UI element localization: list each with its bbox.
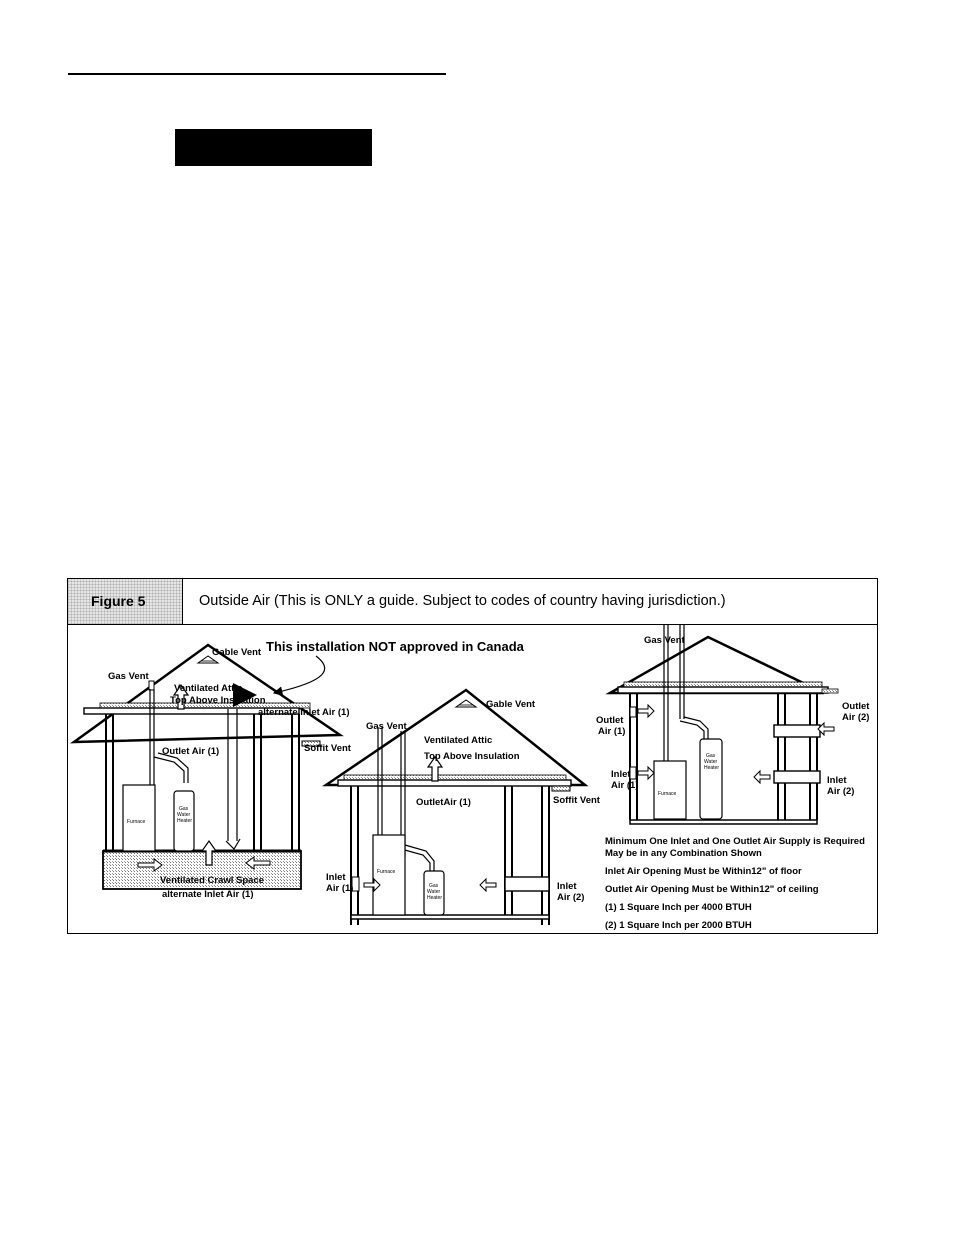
svg-text:Gas: Gas: [179, 806, 189, 812]
note-5: (1) 1 Square Inch per 4000 BTUH: [605, 902, 752, 913]
svg-text:Gable Vent: Gable Vent: [486, 699, 536, 710]
warning-arrow: [274, 656, 325, 693]
svg-text:Gable Vent: Gable Vent: [212, 647, 262, 658]
redacted-heading-box: [175, 129, 372, 166]
figure-title: Outside Air (This is ONLY a guide. Subject to codes of country having jurisdiction.): [199, 593, 726, 609]
house1-furnace: [123, 785, 155, 851]
svg-text:Heater: Heater: [427, 895, 443, 901]
svg-text:alternate Inlet Air (1): alternate Inlet Air (1): [162, 889, 254, 900]
svg-text:Ventilated Attic: Ventilated Attic: [174, 683, 243, 694]
house2-insulation: [344, 775, 566, 780]
svg-text:Air (2): Air (2): [842, 712, 870, 723]
svg-text:Outlet: Outlet: [596, 715, 624, 726]
svg-text:Gas Vent: Gas Vent: [644, 635, 685, 646]
svg-text:Gas: Gas: [706, 753, 716, 759]
svg-text:Inlet: Inlet: [557, 881, 577, 892]
header-rule: [68, 73, 446, 75]
house-1: [74, 645, 352, 900]
svg-text:Outlet: Outlet: [842, 701, 870, 712]
svg-text:Ventilated Crawl Space: Ventilated Crawl Space: [160, 875, 265, 886]
house2-inlet2-arrow: [480, 879, 496, 891]
svg-text:Furnace: Furnace: [377, 869, 396, 875]
svg-text:OutletAir (1): OutletAir (1): [416, 797, 471, 808]
house3-inlet1-arrow: [638, 767, 654, 779]
svg-text:Gas Vent: Gas Vent: [366, 721, 407, 732]
house3-insulation: [624, 682, 822, 687]
note-1: Minimum One Inlet and One Outlet Air Supply is Required: [605, 836, 865, 847]
svg-text:Heater: Heater: [177, 818, 193, 824]
svg-text:Gas: Gas: [429, 883, 439, 889]
house2-furnace: [373, 835, 405, 915]
svg-text:Inlet: Inlet: [827, 775, 847, 786]
house-3: [596, 625, 870, 824]
house-2: [326, 690, 601, 925]
house3-outlet1-arrow: [638, 705, 654, 717]
svg-text:Top Above Insulation: Top Above Insulation: [424, 751, 520, 762]
svg-text:Water: Water: [427, 889, 441, 895]
svg-text:Air (1): Air (1): [611, 780, 639, 791]
house3-outlet2-duct: [774, 725, 820, 737]
note-2: May be in any Combination Shown: [605, 848, 762, 859]
svg-text:Furnace: Furnace: [658, 791, 677, 797]
svg-text:Heater: Heater: [704, 765, 720, 771]
svg-text:Soffit Vent: Soffit Vent: [304, 743, 351, 754]
svg-text:Gas Vent: Gas Vent: [108, 671, 149, 682]
house3-floor: [630, 820, 817, 824]
svg-text:Air (1): Air (1): [326, 883, 354, 894]
svg-text:Water: Water: [177, 812, 191, 818]
svg-text:Soffit Vent: Soffit Vent: [553, 795, 600, 806]
note-4: Outlet Air Opening Must be Within12" of ceiling: [605, 884, 819, 895]
house2-ceiling: [338, 780, 571, 786]
notes: [605, 836, 865, 931]
figure-header: [68, 579, 877, 625]
svg-text:Water: Water: [704, 759, 718, 765]
note-3: Inlet Air Opening Must be Within12" of floor: [605, 866, 802, 877]
svg-text:Ventilated Attic: Ventilated Attic: [424, 735, 493, 746]
svg-text:Air (2): Air (2): [827, 786, 855, 797]
house3-inlet2-arrow: [754, 771, 770, 783]
svg-text:Air (2): Air (2): [557, 892, 585, 903]
svg-text:Inlet: Inlet: [611, 769, 631, 780]
svg-text:Inlet: Inlet: [326, 872, 346, 883]
house3-furnace: [654, 761, 686, 819]
svg-text:Furnace: Furnace: [127, 819, 146, 825]
canada-warning: This installation NOT approved in Canada: [266, 639, 524, 654]
svg-text:alternate Inlet Air (1): alternate Inlet Air (1): [258, 707, 350, 718]
house2-inlet2-duct: [505, 877, 549, 891]
figure-5: [67, 578, 878, 934]
house3-ceiling: [618, 687, 828, 693]
svg-text:Air (1): Air (1): [598, 726, 626, 737]
note-6: (2) 1 Square Inch per 2000 BTUH: [605, 920, 752, 931]
house3-inlet2-duct: [774, 771, 820, 783]
svg-text:Top Above Insulation: Top Above Insulation: [170, 695, 266, 706]
figure-label: Figure 5: [68, 579, 183, 624]
outside-air-diagram: [68, 625, 877, 933]
svg-text:Outlet Air (1): Outlet Air (1): [162, 746, 220, 757]
house3-water-heater: [700, 739, 722, 819]
